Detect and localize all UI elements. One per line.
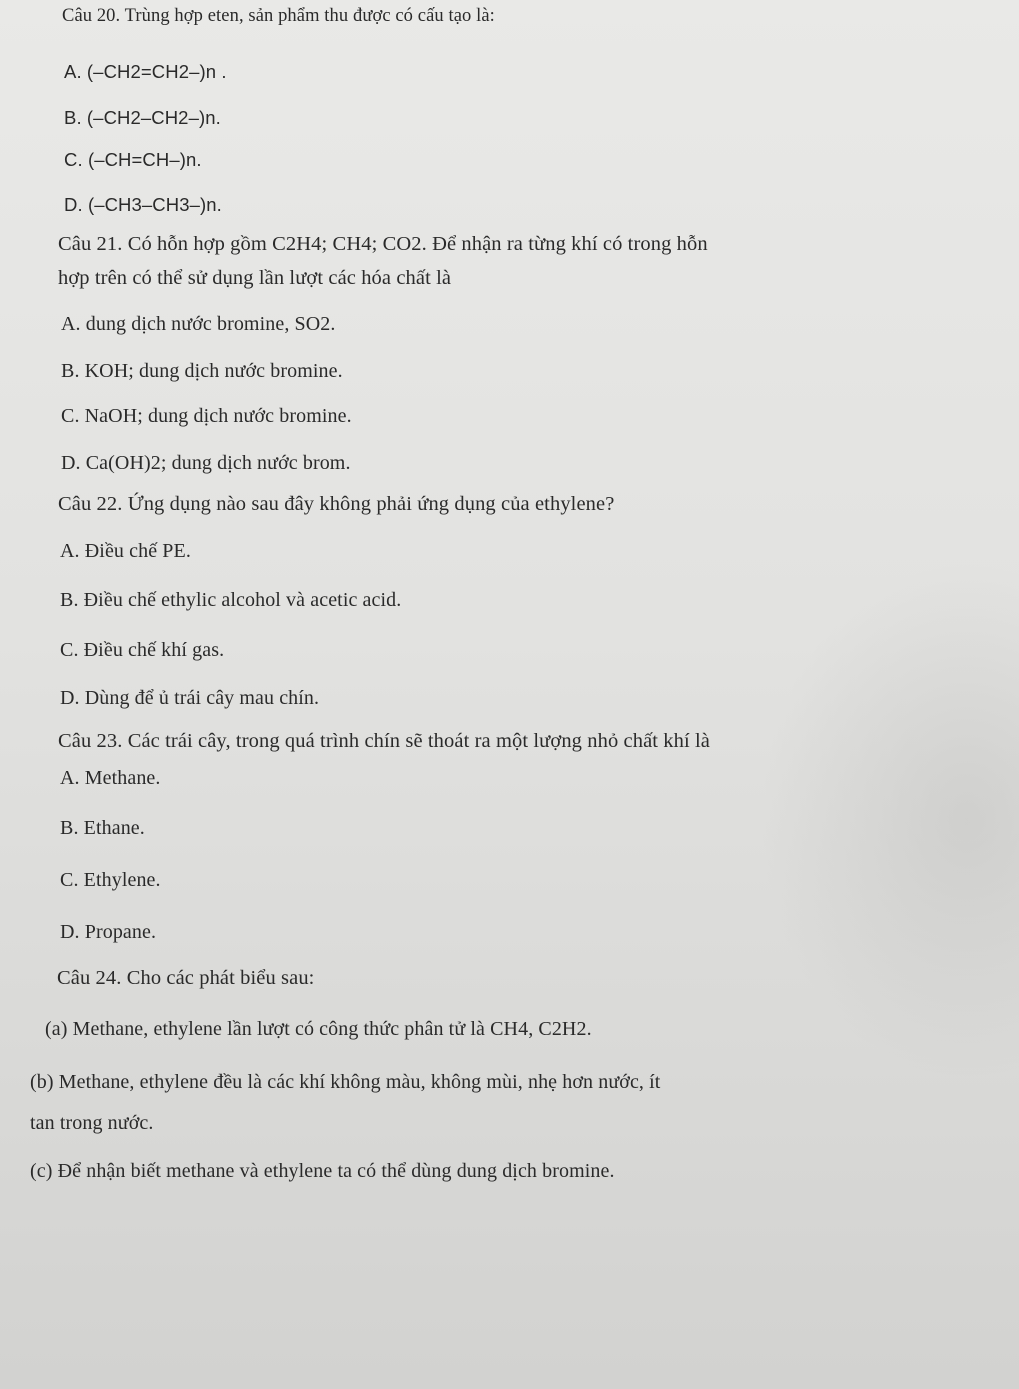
question-20: Câu 20. Trùng hợp eten, sản phẩm thu được có cấu tạo là: [62, 6, 495, 26]
q21-option-a: A. dung dịch nước bromine, SO2. [61, 313, 336, 335]
q20-option-d: D. (–CH3–CH3–)n. [64, 194, 222, 215]
q21-option-b: B. KOH; dung dịch nước bromine. [61, 360, 343, 382]
q22-option-b: B. Điều chế ethylic alcohol và acetic acid. [60, 589, 402, 611]
question-23: Câu 23. Các trái cây, trong quá trình chín sẽ thoát ra một lượng nhỏ chất khí là [58, 730, 710, 752]
q24-statement-b-line2: tan trong nước. [30, 1112, 154, 1134]
question-22: Câu 22. Ứng dụng nào sau đây không phải ứng dụng của ethylene? [58, 493, 615, 515]
q22-option-c: C. Điều chế khí gas. [60, 639, 225, 661]
q23-option-d: D. Propane. [60, 921, 157, 943]
q21-option-d: D. Ca(OH)2; dung dịch nước brom. [61, 452, 351, 474]
q22-option-a: A. Điều chế PE. [60, 540, 191, 562]
q24-statement-b-line1: (b) Methane, ethylene đều là các khí không màu, không mùi, nhẹ hơn nước, ít [30, 1071, 661, 1093]
q22-option-d: D. Dùng để ủ trái cây mau chín. [60, 687, 320, 709]
q20-option-b: B. (–CH2–CH2–)n. [64, 107, 221, 128]
q23-option-c: C. Ethylene. [60, 869, 161, 891]
paper-shadow [759, 560, 1019, 1080]
question-21-line2: hợp trên có thể sử dụng lần lượt các hóa chất là [58, 267, 452, 289]
q24-statement-a: (a) Methane, ethylene lần lượt có công thức phân tử là CH4, C2H2. [45, 1018, 592, 1040]
question-24: Câu 24. Cho các phát biểu sau: [57, 967, 315, 989]
q20-option-a: A. (–CH2=CH2–)n . [64, 61, 227, 82]
q20-option-c: C. (–CH=CH–)n. [64, 149, 202, 170]
q23-option-b: B. Ethane. [60, 817, 145, 839]
question-21-line1: Câu 21. Có hỗn hợp gồm C2H4; CH4; CO2. Để nhận ra từng khí có trong hỗn [58, 233, 708, 255]
q24-statement-c: (c) Để nhận biết methane và ethylene ta có thể dùng dung dịch bromine. [30, 1160, 615, 1182]
q21-option-c: C. NaOH; dung dịch nước bromine. [61, 405, 352, 427]
q23-option-a: A. Methane. [60, 767, 161, 789]
